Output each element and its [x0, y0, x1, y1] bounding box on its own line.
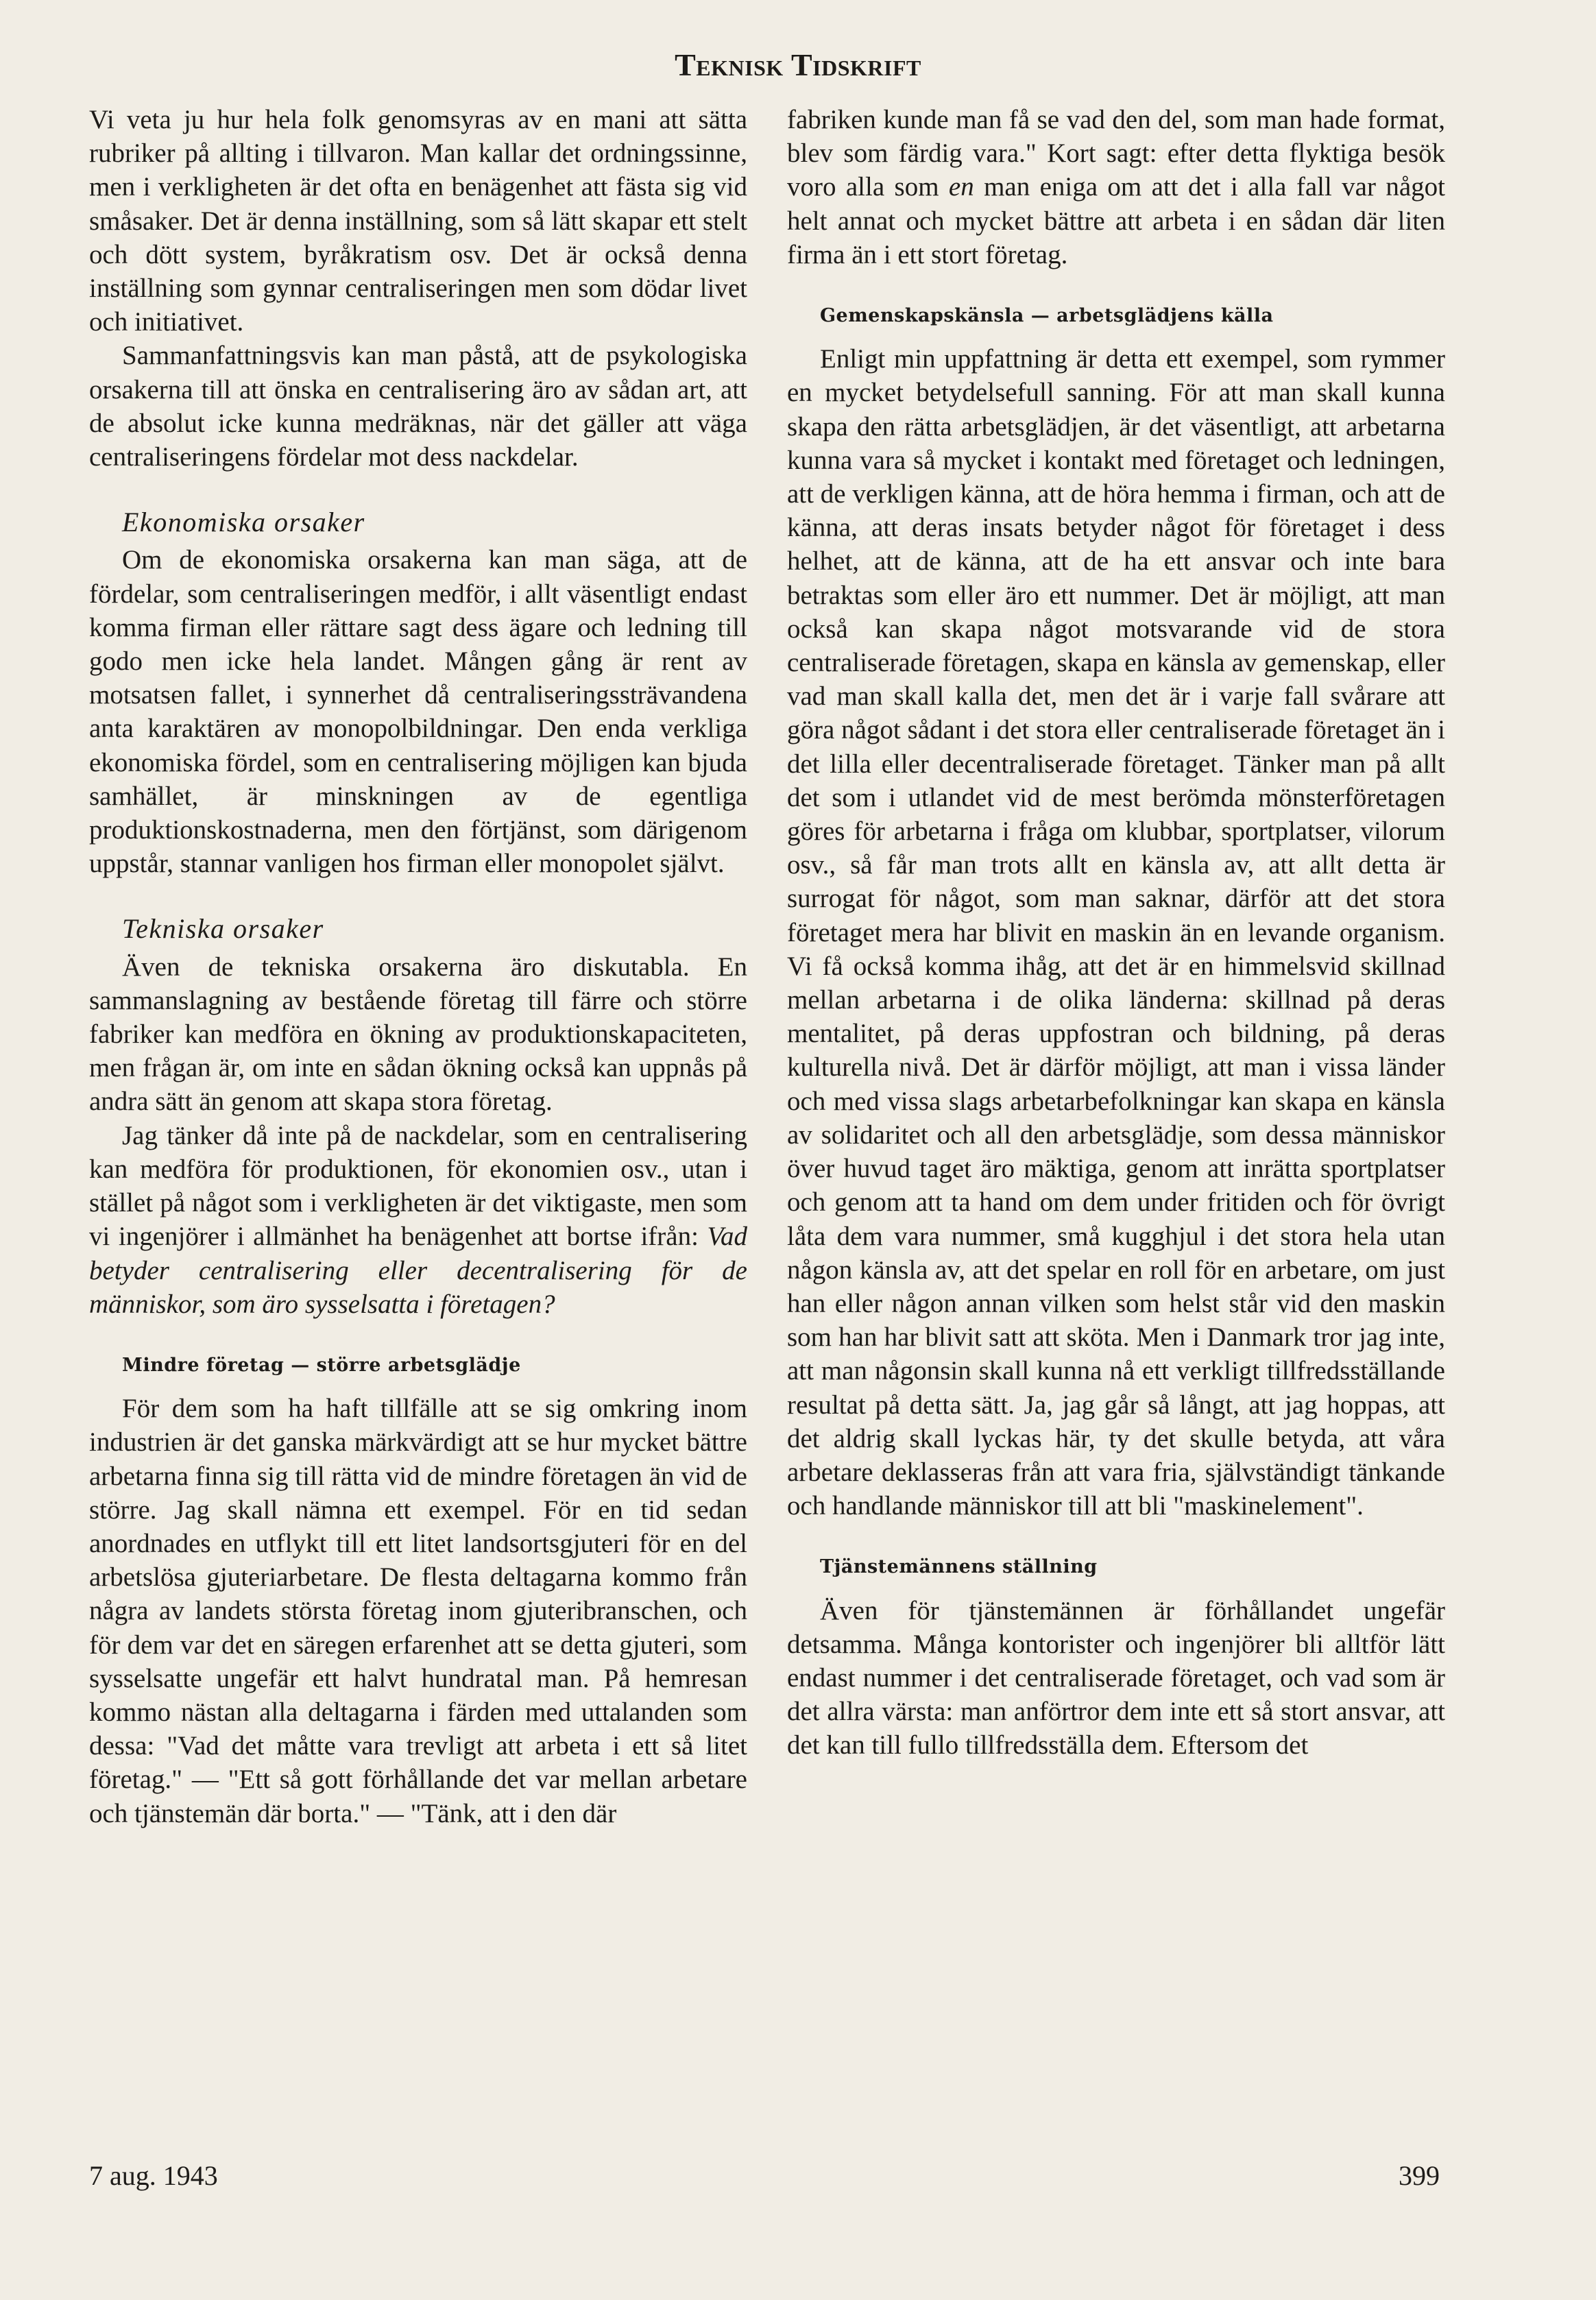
- paragraph-text: Jag tänker då inte på de nackdelar, som en centralisering kan medföra för produktionen, för ekonomien osv., utan i stället på något som i verkligheten är det viktigaste, men som vi ingenjörer i allmänhet ha benägenhet att bortse ifrån:: [89, 1120, 747, 1252]
- paragraph: [89, 1119, 747, 1321]
- section-heading-mindre-foretag: Mindre företag — större arbetsglädje: [122, 1354, 521, 1376]
- paragraph: För dem som ha haft tillfälle att se sig omkring inom industrien är det ganska märkvärdigt att se hur mycket bättre arbetarna finna sig till rätta vid de mindre företagen än vid de större. Jag skall nämna ett exempel. För en tid sedan anordnades en utflykt till ett litet landsortsgjuteri för en del arbetslösa gjuteriarbetare. De flesta deltagarna kommo från några av landets största företag inom gjuteribranschen, och för dem var det en säregen erfarenhet att se detta gjuteri, som sysselsatte ungefär ett halvt hundratal man. På hemresan kommo nästan alla deltagarna i färden med uttalanden som dessa: "Vad det måtte vara trevligt att arbeta i ett så litet företag." — "Ett så gott förhållande det var mellan arbetare och tjänstemän där borta." — "Tänk, att i den där: [89, 1394, 747, 1828]
- italic-question: Vad betyder centralisering eller decentralisering för de människor, som äro sysselsatta i företagen?: [89, 1222, 747, 1319]
- paragraph: Enligt min uppfattning är detta ett exempel, som rymmer en mycket betydelsefull sanning. För att man skall kunna skapa den rätta arbetsglädjen, är det väsentligt, att arbetarna kunna vara så mycket i kontakt med företaget och ledningen, att de verkligen känna, att de höra hemma i firman, och att de känna, att deras insats betyder något för företaget i dess helhet, att de känna, att de ha ett ansvar och inte bara betraktas som eller äro ett nummer. Det är möjligt, att man också kan skapa något motsvarande vid de stora centraliserade företagen, skapa en känsla av gemenskap, eller vad man skall kalla det, men det är i varje fall svårare att göra något sådant i det stora eller centraliserade företaget än i det lilla eller decentraliserade företaget. Tänker man på allt det som i utlandet vid de mest berömda mönsterföretagen göres för arbetarna i fråga om klubbar, sportplatser, vilorum osv., så får man trots allt en känsla av, att allt detta är surrogat för något, som man saknar, därför att det stora företaget mera har blivit en maskin än en levande organism. Vi få också komma ihåg, att det är en himmelsvid skillnad mellan arbetarna i de olika länderna: skillnad på deras mentalitet, på deras uppfostran och bildning, på deras kulturella nivå. Det är därför möjligt, att man i vissa länder och med vissa slags arbetarbefolkningar kan skapa en känsla av solidaritet och all den arbetsglädje, som dessa människor över huvud taget äro mäktiga, genom att inrätta sportplatser och genom att ta hand om dem under fritiden och för övrigt låta dem vara nummer, små kugghjul i det stora hela utan någon känsla av, att det spelar en roll för en arbetare, om just han eller någon annan vilken som helst står vid den maskin som han har blivit satt att sköta. Men i Danmark tror jag inte, att man någonsin skall kunna nå ett verkligt tillfredsställande resultat på detta sätt. Ja, jag går så långt, att jag hoppas, att det aldrig skall lyckas här, ty det skulle betyda, att våra arbetare deklasseras från att vara fria, självständigt tänkande och handlande människor till att bli "maskinelement".: [787, 344, 1445, 1521]
- paragraph: Vi veta ju hur hela folk genomsyras av en mani att sätta rubriker på allting i tillvaron. Man kallar det ordningssinne, men i verkligheten är det ofta en benägenhet att fästa sig vid småsaker. Det är denna inställning, som så lätt skapar ett stelt och dött system, byråkratism osv. Det är också denna inställning som gynnar centraliseringen men som dödar livet och initiativet.: [89, 105, 747, 337]
- left-column: [89, 103, 747, 1830]
- section-heading-tjanstemannens: Tjänstemännens ställning: [820, 1556, 1098, 1578]
- paragraph: Sammanfattningsvis kan man påstå, att de psykologiska orsakerna till att önska en centralisering äro av sådan art, att de absolut icke kunna medräknas, när det gäller att väga centraliseringens fördelar mot dess nackdelar.: [89, 341, 747, 472]
- italic-word: en: [948, 172, 974, 202]
- journal-title: Teknisk Tidskrift: [675, 47, 921, 82]
- paragraph: Även för tjänstemännen är förhållandet ungefär detsamma. Många kontorister och ingenjörer bli alltför lätt endast nummer i det centraliserade företaget, och vad som är det allra värsta: man anförtror dem inte ett så stort ansvar, att det kan till fullo tillfredsställa dem. Eftersom det: [787, 1595, 1445, 1760]
- right-column: [787, 103, 1445, 1763]
- paragraph: [787, 103, 1445, 271]
- section-heading-tekniska: Tekniska orsaker: [122, 913, 324, 945]
- paragraph: Även de tekniska orsakerna äro diskutabla. En sammanslagning av bestående företag till färre och större fabriker kan medföra en ökning av produktionskapaciteten, men frågan är, om inte en sådan ökning också kan uppnås på andra sätt än genom att skapa stora företag.: [89, 952, 747, 1117]
- paragraph-text: fabriken kunde man få se vad den del, som man hade format, blev som färdig vara." Kort sagt: efter detta flyktiga besök voro alla som: [787, 105, 1445, 202]
- section-heading-ekonomiska: Ekonomiska orsaker: [122, 507, 365, 538]
- issue-date: 7 aug. 1943: [89, 2160, 218, 2191]
- paragraph: Om de ekonomiska orsakerna kan man säga, att de fördelar, som centraliseringen medför, i allt väsentligt endast komma firman eller rättare sagt dess ägare och ledning till godo men icke hela landet. Mången gång är rent av motsatsen fallet, i synnerhet då centraliseringssträvandena anta karaktären av monopolbildningar. Den enda verkliga ekonomiska fördel, som en centralisering möjligen kan bjuda samhället, är minskningen av de egentliga produktionskostnaderna, men den förtjänst, som därigenom uppstår, stannar vanligen hos firman eller monopolet självt.: [89, 545, 747, 879]
- page-number: 399: [1399, 2160, 1440, 2191]
- paragraph-text: man eniga om att det i alla fall var något helt annat och mycket bättre att arbeta i en sådan där liten firma än i ett stort företag.: [787, 172, 1445, 269]
- section-heading-gemenskapskansla: Gemenskapskänsla — arbetsglädjens källa: [820, 305, 1274, 327]
